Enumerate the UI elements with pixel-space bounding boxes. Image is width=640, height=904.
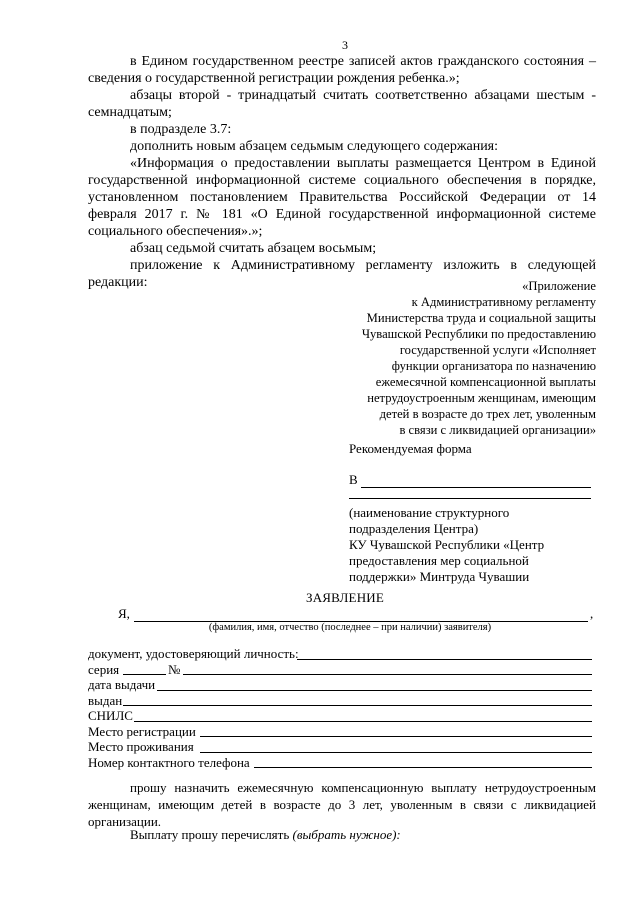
appendix-line: детей в возрасте до трех лет, уволенным (379, 407, 596, 421)
department-caption (349, 505, 599, 585)
field-underline (183, 674, 592, 675)
page-number: 3 (342, 38, 348, 52)
recommended-form-label: Рекомендуемая форма (349, 441, 472, 456)
field-label: документ, удостоверяющий личность: (88, 646, 299, 661)
appendix-heading (0, 278, 596, 438)
appendix-line: к Административному регламенту (411, 295, 596, 309)
field-underline (254, 767, 592, 768)
field-underline (157, 690, 592, 691)
field-residence-address[interactable] (88, 739, 596, 755)
field-underline (134, 721, 592, 722)
paragraph: «Информация о предоставлении выплаты размещается Центром в Единой государственной информационной системе социального обеспечения в порядке, установленном постановлением Правительства Российской Федерации от 14 февраля 2017 г. № 181 «О Единой государственной информационной системе социального обеспечения».»; (88, 156, 596, 239)
recipient-prefix: В (349, 472, 358, 487)
appendix-line: функции организатора по назначению (391, 359, 596, 373)
field-issue-date[interactable] (88, 677, 596, 693)
request-text-block (88, 779, 596, 830)
field-label: Место регистрации (88, 723, 196, 739)
paragraph: абзацы второй - тринадцатый считать соответственно абзацами шестым - семнадцатым; (88, 88, 596, 120)
field-snils[interactable] (88, 708, 596, 724)
payment-text: Выплату прошу перечислять (130, 827, 290, 842)
field-underline (297, 659, 592, 660)
field-underline (200, 752, 592, 753)
request-text: прошу назначить ежемесячную компенсационную выплату нетрудоустроенным женщинам, имеющим детей в возрасте до 3 лет, уволенным в связи с ликвидацией организации. (88, 780, 596, 829)
field-phone[interactable] (88, 755, 596, 771)
field-series-number[interactable] (88, 662, 596, 678)
paragraph: в Едином государственном реестре записей актов гражданского состояния – сведения о государственной регистрации рождения ребенка.»; (88, 54, 596, 86)
field-id-document[interactable] (88, 646, 596, 662)
field-issued-by[interactable] (88, 693, 596, 709)
recipient-field[interactable] (349, 472, 591, 488)
appendix-line: ежемесячной компенсационной выплаты (375, 375, 596, 389)
appendix-line: государственной услуги «Исполняет (399, 343, 596, 357)
field-label: дата выдачи (88, 677, 156, 692)
field-label: № (168, 661, 181, 677)
applicant-details (88, 646, 596, 770)
applicant-caption: (фамилия, имя, отчество (последнее – при наличии) заявителя) (208, 622, 492, 633)
field-underline (123, 705, 592, 706)
recipient-underline (361, 487, 591, 488)
appendix-line: Чувашской Республики по предоставлению (361, 327, 596, 341)
appendix-line: нетрудоустроенным женщинам, имеющим (367, 391, 596, 405)
appendix-line: в связи с ликвидацией организации» (399, 423, 596, 437)
paragraph: дополнить новым абзацем седьмым следующего содержания: (130, 139, 499, 154)
department-line: поддержки» Минтруда Чувашии (349, 569, 530, 584)
paragraph: приложение к Административному регламенту изложить в следующей редакции: (88, 258, 596, 290)
applicant-field[interactable] (118, 606, 596, 622)
department-line: предоставления мер социальной (349, 553, 529, 568)
field-label: выдан (88, 692, 123, 708)
recipient-underline-2[interactable] (349, 498, 591, 499)
field-underline (200, 736, 592, 737)
applicant-suffix: , (590, 606, 594, 621)
form-title: ЗАЯВЛЕНИЕ (305, 590, 385, 605)
field-label: Номер контактного телефона (88, 754, 250, 770)
appendix-line: Министерства труда и социальной защиты (366, 311, 596, 325)
paragraph: абзац седьмой считать абзацем восьмым; (130, 241, 377, 256)
department-line: (наименование структурного (349, 505, 510, 520)
payment-line (130, 827, 401, 843)
department-line: КУ Чувашской Республики «Центр (349, 537, 545, 552)
field-registration-address[interactable] (88, 724, 596, 740)
field-label: СНИЛС (88, 708, 133, 723)
payment-hint: (выбрать нужное): (292, 827, 401, 842)
appendix-line: «Приложение (522, 279, 596, 293)
department-line: подразделения Центра) (349, 521, 479, 536)
field-underline (123, 674, 166, 675)
amendment-text (88, 53, 596, 291)
paragraph: в подразделе 3.7: (130, 122, 232, 137)
field-label: Место проживания (88, 739, 194, 754)
applicant-prefix: Я, (118, 606, 130, 621)
field-label: серия (88, 661, 120, 677)
